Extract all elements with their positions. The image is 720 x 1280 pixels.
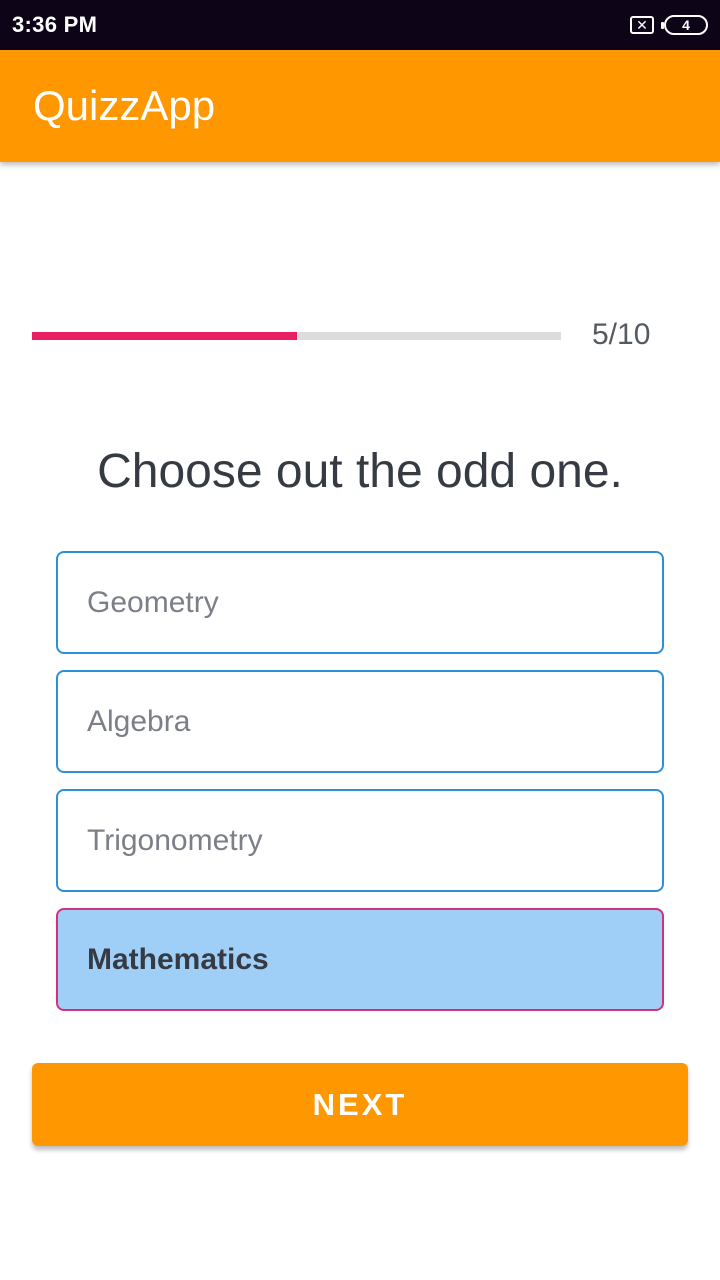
progress-label: 5/10	[592, 318, 651, 351]
quiz-progress	[32, 316, 692, 356]
question-text: Choose out the odd one.	[97, 445, 623, 498]
option-trigonometry[interactable]	[56, 789, 664, 892]
status-time: 3:36 PM	[12, 12, 98, 37]
option-algebra[interactable]	[56, 670, 664, 773]
option-label: Trigonometry	[87, 823, 263, 857]
app-title: QuizzApp	[33, 82, 216, 129]
option-geometry[interactable]	[56, 551, 664, 654]
status-icons	[630, 15, 708, 35]
app-bar	[0, 50, 720, 162]
progress-track	[32, 332, 561, 340]
progress-fill	[32, 332, 297, 340]
option-label: Algebra	[87, 704, 191, 738]
status-bar	[0, 0, 720, 50]
option-label: Geometry	[87, 585, 219, 619]
option-mathematics[interactable]	[56, 908, 664, 1011]
battery-level: 4	[682, 17, 690, 33]
option-label: Mathematics	[87, 942, 269, 976]
next-button[interactable]: NEXT	[32, 1063, 688, 1146]
battery-icon	[664, 15, 708, 35]
sim-error-icon: ✕	[630, 16, 654, 34]
battery-tip	[661, 22, 664, 29]
